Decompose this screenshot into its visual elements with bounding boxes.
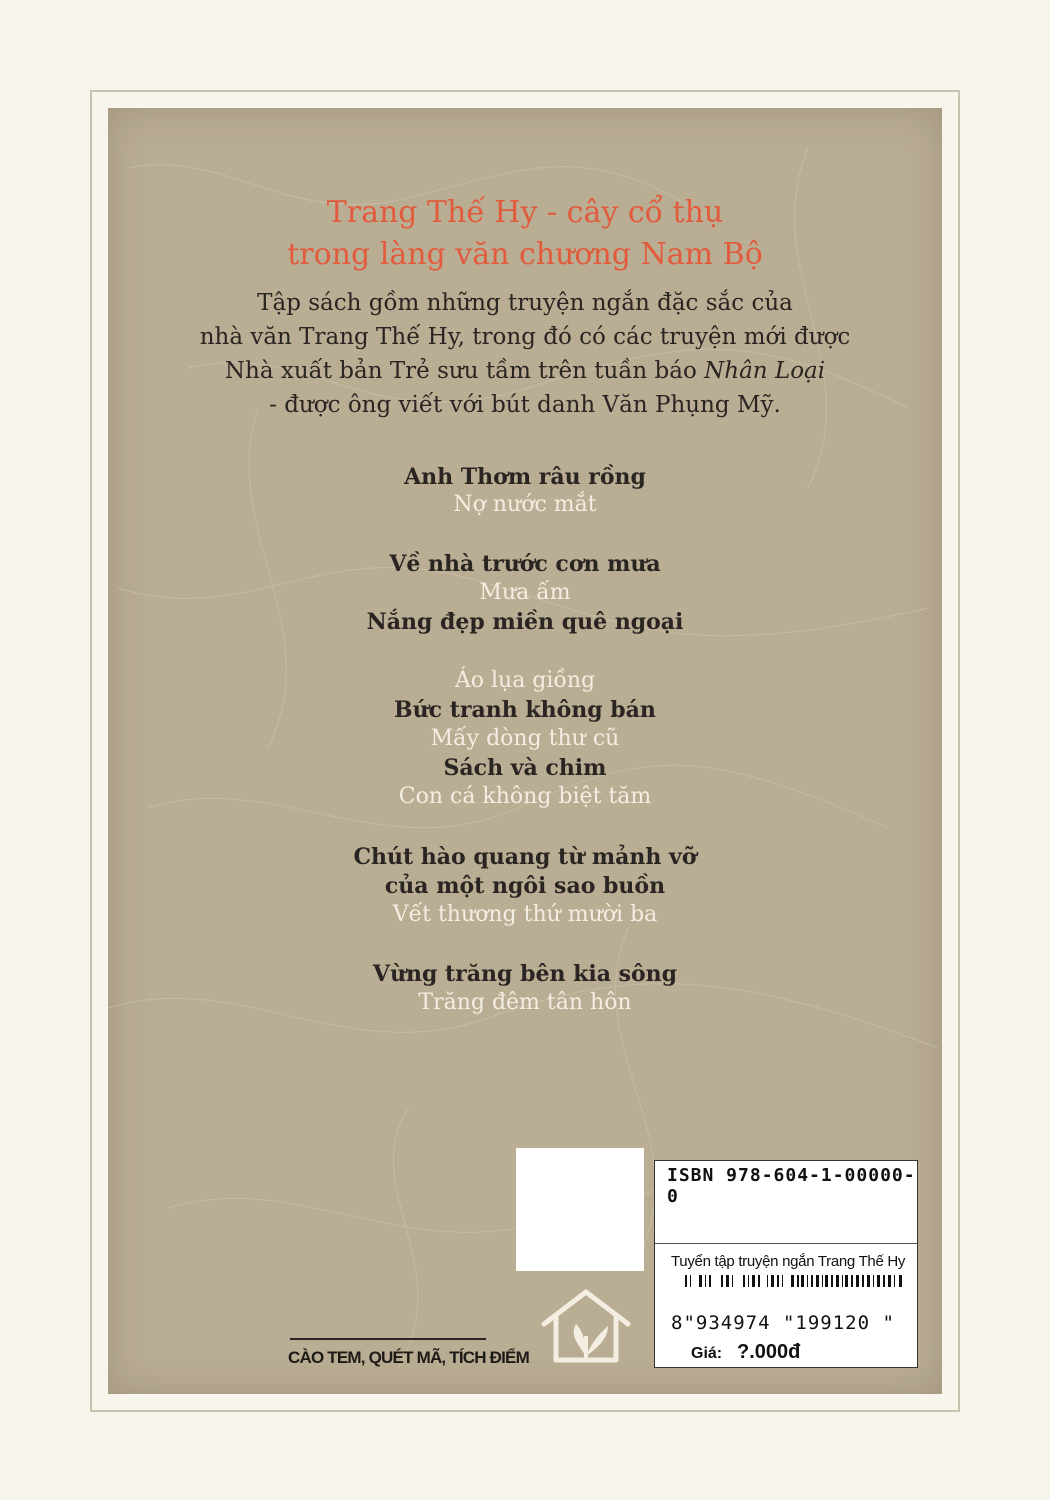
barcode-number: 8"934974 "199120 " — [671, 1312, 895, 1334]
blurb-line-4: - được ông viết với bút danh Văn Phụng Mỹ. — [269, 392, 781, 418]
story-title: Về nhà trước cơn mưa — [389, 551, 661, 577]
publisher-logo-icon — [536, 1280, 636, 1370]
isbn-box — [654, 1160, 918, 1368]
scan-promo-text: CÀO TEM, QUÉT MÃ, TÍCH ĐIỂM — [288, 1348, 529, 1367]
story-title: Nợ nước mắt — [453, 492, 597, 517]
story-title: Mưa ấm — [479, 580, 571, 605]
story-title: của một ngôi sao buồn — [384, 873, 666, 899]
story-title: Anh Thơm râu rồng — [404, 464, 646, 490]
isbn-divider — [655, 1243, 917, 1244]
story-title: Vừng trăng bên kia sông — [372, 961, 678, 987]
story-title: Trăng đêm tân hôn — [418, 990, 632, 1015]
magazine-name: Nhân Loại — [704, 358, 826, 384]
blurb — [0, 286, 1050, 422]
story-title: Con cá không biệt tăm — [398, 784, 652, 809]
story-title: Vết thương thứ mười ba — [392, 902, 658, 927]
story-title: Sách và chim — [443, 755, 607, 781]
blurb-line-1: Tập sách gồm những truyện ngắn đặc sắc của — [257, 290, 793, 316]
blurb-line-3-text: Nhà xuất bản Trẻ sưu tầm trên tuần báo — [224, 358, 705, 384]
isbn-book-title: Tuyển tập truyện ngắn Trang Thế Hy — [671, 1253, 906, 1270]
price-label: Giá: — [691, 1345, 723, 1362]
price-value: ?.000đ — [737, 1341, 801, 1363]
story-title: Chút hào quang từ mảnh vỡ — [353, 844, 697, 870]
story-title: Mấy dòng thư cũ — [430, 726, 620, 751]
story-title: Nắng đẹp miền quê ngoại — [366, 609, 684, 635]
blurb-line-2: nhà văn Trang Thế Hy, trong đó có các truyện mới được — [199, 324, 851, 350]
heading-line-2: trong làng văn chương Nam Bộ — [287, 237, 763, 272]
sticker-placeholder — [516, 1148, 644, 1271]
blurb-line-3 — [0, 354, 1050, 388]
heading-line-1: Trang Thế Hy - cây cổ thụ — [326, 195, 724, 230]
barcode-strip — [685, 1275, 905, 1287]
story-title: Áo lụa giồng — [454, 668, 596, 693]
story-title: Bức tranh không bán — [394, 697, 656, 723]
scan-divider — [290, 1338, 486, 1340]
isbn-number: ISBN 978-604-1-00000-0 — [667, 1165, 916, 1207]
